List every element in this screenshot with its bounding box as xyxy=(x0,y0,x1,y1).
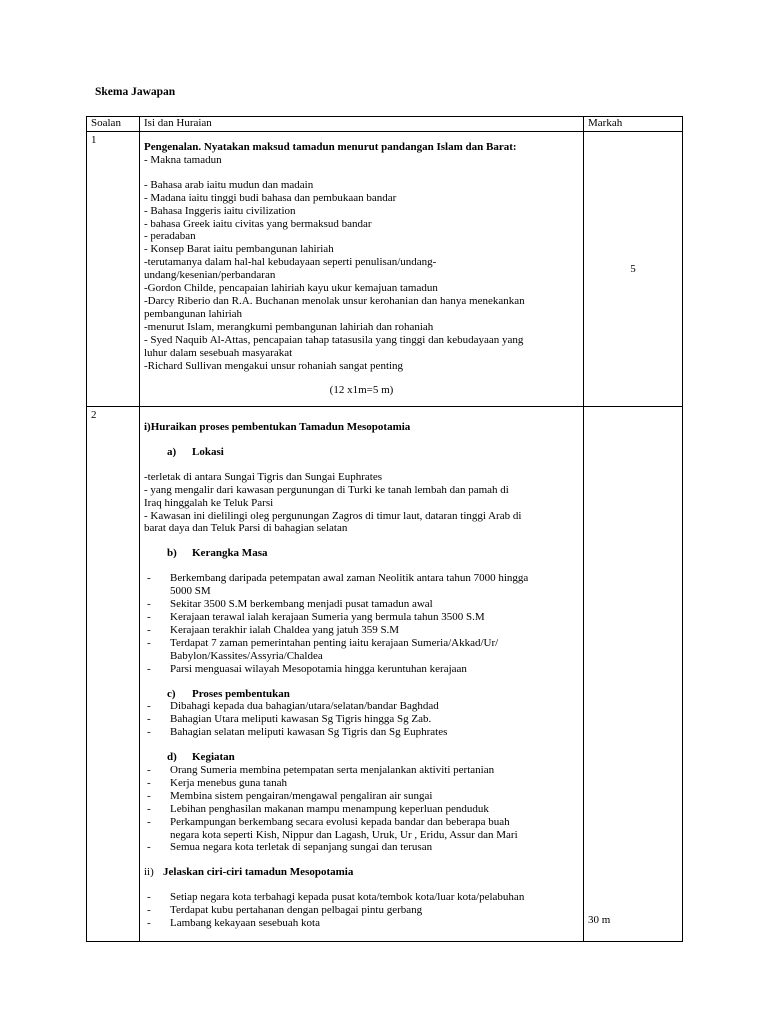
section-a-heading xyxy=(167,446,579,459)
kerangka-item-line: Kerajaan terakhir ialah Chaldea yang jatuh 359 S.M xyxy=(170,623,400,636)
q1-line: - Konsep Barat iaitu pembangunan lahiriah xyxy=(144,243,334,256)
kegiatan-item xyxy=(144,816,579,842)
lokasi-lines xyxy=(144,471,579,536)
kegiatan-item-text xyxy=(170,803,579,816)
section-b-title: Kerangka Masa xyxy=(192,547,268,560)
kegiatan-item-text xyxy=(170,841,579,854)
spacer xyxy=(144,739,579,751)
bullet-dash: - xyxy=(147,764,151,777)
kegiatan-item-text xyxy=(170,764,579,777)
header-soalan: Soalan xyxy=(87,117,140,132)
q2-heading: i)Huraikan proses pembentukan Tamadun Mesopotamia xyxy=(144,421,411,433)
answer-scheme-table xyxy=(86,116,683,942)
spacer xyxy=(144,879,579,891)
bullet-dash: - xyxy=(147,726,151,739)
bullet-dash: - xyxy=(147,776,151,789)
kerangka-item-line: Babylon/Kassites/Assyria/Chaldea xyxy=(170,649,323,662)
q1-line: -terutamanya dalam hal-hal kebudayaan seperti penulisan/undang- xyxy=(144,256,437,269)
q1-line: - Madana iaitu tinggi budi bahasa dan pembukaan bandar xyxy=(144,191,397,204)
q1-line: -Richard Sullivan mengakui unsur rohaniah sangat penting xyxy=(144,359,404,372)
lokasi-line: Iraq hinggalah ke Teluk Parsi xyxy=(144,496,274,509)
proses-item-text xyxy=(170,726,579,739)
section-ii-title: Jelaskan ciri-ciri tamadun Mesopotamia xyxy=(163,866,354,879)
kegiatan-item-line: Kerja menebus guna tanah xyxy=(170,776,287,789)
kerangka-item-line: Sekitar 3500 S.M berkembang menjadi pusat tamadun awal xyxy=(170,598,433,611)
q1-line: -Gordon Childe, pencapaian lahiriah kayu ukur kemajuan tamadun xyxy=(144,282,438,295)
bullet-dash: - xyxy=(147,610,151,623)
kegiatan-item-text xyxy=(170,790,579,803)
section-d-title: Kegiatan xyxy=(192,751,235,764)
spacer xyxy=(144,560,579,572)
section-b-heading xyxy=(167,547,579,560)
q1-line: - Bahasa arab iaitu mudun dan madain xyxy=(144,178,314,191)
header-markah: Markah xyxy=(584,117,683,132)
bullet-dash: - xyxy=(147,904,151,917)
kegiatan-item-line: Semua negara kota terletak di sepanjang sungai dan terusan xyxy=(170,841,433,854)
bullet-dash: - xyxy=(147,917,151,930)
ciri-list xyxy=(144,891,579,930)
kerangka-item-line: Terdapat 7 zaman pemerintahan penting iaitu kerajaan Sumeria/Akkad/Ur/ xyxy=(170,636,499,649)
ciri-item-line: Lambang kekayaan sesebuah kota xyxy=(170,917,320,930)
spacer xyxy=(144,459,579,471)
kegiatan-item xyxy=(144,803,579,816)
kerangka-item xyxy=(144,598,579,611)
q1-marks-note: (12 x1m=5 m) xyxy=(329,384,394,397)
q1-line: pembangunan lahiriah xyxy=(144,307,243,320)
kerangka-item xyxy=(144,572,579,598)
kegiatan-item xyxy=(144,764,579,777)
q2-number: 2 xyxy=(87,407,140,942)
table-header-row xyxy=(87,117,683,132)
q1-line: - Syed Naquib Al-Attas, pencapaian tahap tatasusila yang tinggi dan kebudayaan yang xyxy=(144,333,524,346)
q1-line: - peradaban xyxy=(144,230,196,243)
section-d-label: d) xyxy=(167,751,177,764)
proses-item xyxy=(144,726,579,739)
kegiatan-list xyxy=(144,764,579,854)
section-b-label: b) xyxy=(167,547,177,560)
lokasi-line: - Kawasan ini dielilingi oleg pergunungan Zagros di timur laut, dataran tinggi Arab di xyxy=(144,509,522,522)
section-c-heading xyxy=(167,688,579,701)
kegiatan-item-text xyxy=(170,777,579,790)
question-2-row xyxy=(87,407,683,942)
proses-item-text xyxy=(170,713,579,726)
section-d-heading xyxy=(167,751,579,764)
kerangka-item-text xyxy=(170,598,579,611)
section-a-title: Lokasi xyxy=(192,445,224,458)
q1-number: 1 xyxy=(87,132,140,407)
q1-content xyxy=(140,132,584,407)
bullet-dash: - xyxy=(147,623,151,636)
kegiatan-item xyxy=(144,777,579,790)
ciri-item xyxy=(144,904,579,917)
lokasi-line: - yang mengalir dari kawasan pergunungan di Turki ke tanah lembah dan pamah di xyxy=(144,483,509,496)
q1-heading: Pengenalan. Nyatakan maksud tamadun menurut pandangan Islam dan Barat: xyxy=(144,141,517,153)
proses-item-text xyxy=(170,700,579,713)
section-a-label: a) xyxy=(167,445,177,458)
lokasi-line: barat daya dan Teluk Parsi di bahagian selatan xyxy=(144,522,348,535)
kerangka-item-line: Parsi menguasai wilayah Mesopotamia hingga keruntuhan kerajaan xyxy=(170,662,467,675)
proses-item-line: Dibahagi kepada dua bahagian/utara/selatan/bandar Baghdad xyxy=(170,700,439,713)
bullet-dash: - xyxy=(147,700,151,713)
spacer xyxy=(144,167,579,179)
kegiatan-item-line: Lebihan penghasilan makanan mampu menampung keperluan penduduk xyxy=(170,802,489,815)
lokasi-line: -terletak di antara Sungai Tigris dan Sungai Euphrates xyxy=(144,470,382,483)
kegiatan-item-line: Perkampungan berkembang secara evolusi kepada bandar dan beberapa buah xyxy=(170,815,510,828)
spacer xyxy=(144,434,579,446)
kerangka-item-line: Kerajaan terawal ialah kerajaan Sumeria yang bermula tahun 3500 S.M xyxy=(170,610,485,623)
q1-line: luhur dalam sesebuah masyarakat xyxy=(144,346,293,359)
kerangka-item-line: Berkembang daripada petempatan awal zaman Neolitik antara tahun 7000 hingga xyxy=(170,572,529,585)
bullet-dash: - xyxy=(147,891,151,904)
q1-line: - bahasa Greek iaitu civitas yang bermaksud bandar xyxy=(144,217,372,230)
bullet-dash: - xyxy=(147,713,151,726)
spacer xyxy=(144,676,579,688)
kerangka-item xyxy=(144,637,579,663)
q1-line-makna: - Makna tamadun xyxy=(144,153,222,166)
proses-item xyxy=(144,713,579,726)
ciri-item xyxy=(144,891,579,904)
bullet-dash: - xyxy=(147,572,151,585)
q1-lines xyxy=(144,179,579,373)
proses-item-line: Bahagian Utara meliputi kawasan Sg Tigris hingga Sg Zab. xyxy=(170,713,432,726)
section-c-title: Proses pembentukan xyxy=(192,687,290,700)
page-title: Skema Jawapan xyxy=(95,86,176,98)
kerangka-item xyxy=(144,611,579,624)
q1-line: - Bahasa Inggeris iaitu civilization xyxy=(144,204,296,217)
kegiatan-item-line: Orang Sumeria membina petempatan serta menjalankan aktiviti pertanian xyxy=(170,764,495,777)
kerangka-list xyxy=(144,572,579,675)
kegiatan-item-line: negara kota seperti Kish, Nippur dan Lagash, Uruk, Ur , Eridu, Assur dan Mari xyxy=(170,828,518,841)
ciri-item-line: Setiap negara kota terbahagi kepada pusat kota/tembok kota/luar kota/pelabuhan xyxy=(170,891,525,904)
q2-content xyxy=(140,407,584,942)
ciri-item-text xyxy=(170,904,579,917)
proses-list xyxy=(144,700,579,739)
kerangka-item-text xyxy=(170,637,579,663)
bullet-dash: - xyxy=(147,815,151,828)
q2-mark: 30 m xyxy=(584,407,683,942)
bullet-dash: - xyxy=(147,841,151,854)
q1-line: -menurut Islam, merangkumi pembangunan lahiriah dan rohaniah xyxy=(144,320,434,333)
proses-item-line: Bahagian selatan meliputi kawasan Sg Tigris dan Sg Euphrates xyxy=(170,726,448,739)
kerangka-item-text xyxy=(170,624,579,637)
q1-line: undang/kesenian/perbandaran xyxy=(144,269,276,282)
kegiatan-item xyxy=(144,790,579,803)
spacer xyxy=(144,372,579,384)
q1-line: -Darcy Riberio dan R.A. Buchanan menolak unsur kerohanian dan hanya menekankan xyxy=(144,294,525,307)
kerangka-item-text xyxy=(170,663,579,676)
spacer xyxy=(144,535,579,547)
bullet-dash: - xyxy=(147,598,151,611)
kegiatan-item xyxy=(144,841,579,854)
section-c-label: c) xyxy=(167,687,176,700)
section-ii-heading xyxy=(144,866,579,879)
kegiatan-item-line: Membina sistem pengairan/mengawal pengaliran air sungai xyxy=(170,789,433,802)
section-ii-label: ii) xyxy=(144,866,154,879)
kegiatan-item-text xyxy=(170,816,579,842)
kerangka-item-text xyxy=(170,572,579,598)
header-isi: Isi dan Huraian xyxy=(140,117,584,132)
ciri-item-text xyxy=(170,891,579,904)
kerangka-item xyxy=(144,663,579,676)
bullet-dash: - xyxy=(147,789,151,802)
kerangka-item-line: 5000 SM xyxy=(170,585,211,598)
spacer xyxy=(144,854,579,866)
bullet-dash: - xyxy=(147,662,151,675)
ciri-item-line: Terdapat kubu pertahanan dengan pelbagai pintu gerbang xyxy=(170,904,423,917)
ciri-item-text xyxy=(170,917,579,930)
ciri-item xyxy=(144,917,579,930)
q1-mark: 5 xyxy=(584,132,683,407)
bullet-dash: - xyxy=(147,802,151,815)
bullet-dash: - xyxy=(147,636,151,649)
kerangka-item-text xyxy=(170,611,579,624)
question-1-row xyxy=(87,132,683,407)
proses-item xyxy=(144,700,579,713)
kerangka-item xyxy=(144,624,579,637)
